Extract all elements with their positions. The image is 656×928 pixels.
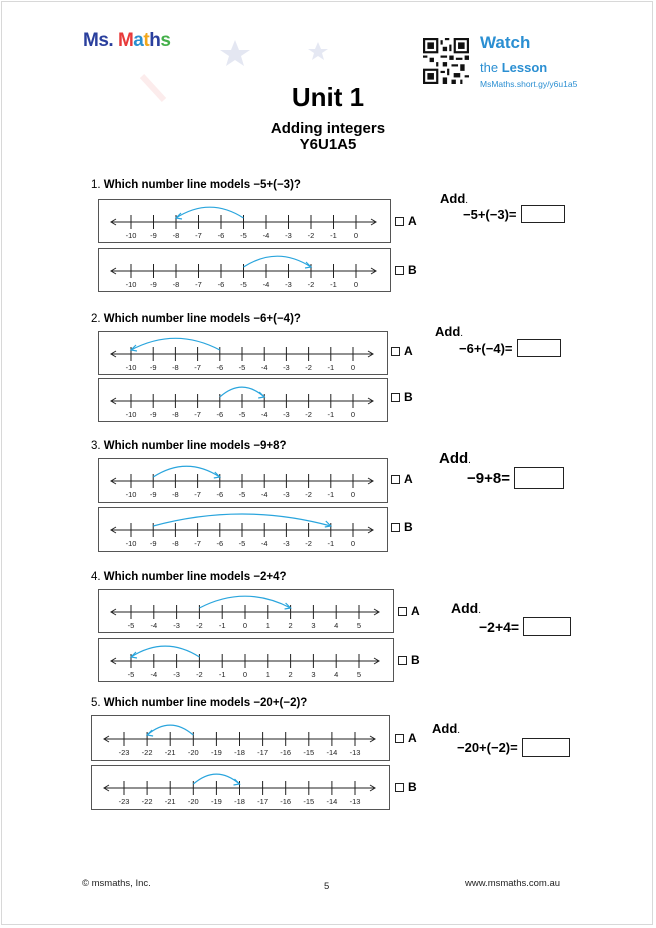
tick-label: -8 <box>172 539 179 548</box>
tick-label: 5 <box>356 670 362 679</box>
tick-label: -23 <box>118 797 130 806</box>
tick-label: -9 <box>149 490 157 499</box>
tick-label: -8 <box>172 410 179 419</box>
tick-label: 3 <box>311 670 316 679</box>
tick-label: -3 <box>173 621 180 630</box>
tick-label: -16 <box>280 797 292 806</box>
tick-label: -22 <box>141 797 153 806</box>
tick-label: -17 <box>257 748 269 757</box>
tick-label: -1 <box>218 670 226 679</box>
tick-label: -2 <box>305 363 312 372</box>
add-label-2: Add. <box>435 324 464 339</box>
tick-label: -9 <box>149 363 157 372</box>
tick-label: -5 <box>127 670 135 679</box>
tick-label: -20 <box>187 748 199 757</box>
page-number: 5 <box>324 881 330 892</box>
option-2a: A <box>391 344 413 358</box>
tick-label: 0 <box>242 670 248 679</box>
tick-label: -8 <box>172 363 179 372</box>
option-4a: A <box>398 604 420 618</box>
tick-label: -9 <box>149 539 157 548</box>
tick-label: -6 <box>216 539 224 548</box>
number-line-svg <box>99 200 390 242</box>
tick-label: -13 <box>349 748 361 757</box>
checkbox-5a[interactable] <box>395 734 404 743</box>
expression-3: −9+8= <box>467 467 564 489</box>
tick-label: -20 <box>187 797 199 806</box>
number-line-svg <box>99 379 387 421</box>
number-line-svg <box>99 332 387 374</box>
page-subtitle: Adding integers <box>270 120 386 137</box>
tick-label: 0 <box>350 410 356 419</box>
option-1b: B <box>395 263 417 277</box>
tick-label: -10 <box>125 490 137 499</box>
tick-label: -4 <box>260 539 268 548</box>
add-label-3: Add. <box>439 450 471 467</box>
tick-label: -9 <box>150 231 157 240</box>
tick-label: -7 <box>195 280 202 289</box>
expression-4: −2+4= <box>479 617 571 636</box>
tick-label: -5 <box>238 363 246 372</box>
tick-label: 5 <box>356 621 362 630</box>
footer-website[interactable]: www.msmaths.com.au <box>465 878 561 889</box>
tick-label: -9 <box>149 410 157 419</box>
number-line-2a <box>98 331 388 375</box>
tick-label: -10 <box>125 363 137 372</box>
question-5-prompt: 5. Which number line models −20+(−2)? <box>91 697 308 709</box>
tick-label: -2 <box>305 490 312 499</box>
tick-label: -19 <box>210 748 222 757</box>
tick-label: -18 <box>234 748 245 757</box>
option-1a: A <box>395 214 417 228</box>
answer-input-2[interactable] <box>517 339 561 357</box>
jump-arrowhead <box>325 521 331 527</box>
number-line-1a <box>98 199 391 243</box>
tick-label: -8 <box>172 231 180 240</box>
tick-label: -23 <box>118 748 130 757</box>
option-3b: B <box>391 520 413 534</box>
option-5a: A <box>395 731 417 745</box>
tick-label: -3 <box>283 410 290 419</box>
tick-label: -18 <box>234 797 245 806</box>
tick-label: -2 <box>196 670 203 679</box>
tick-label: -22 <box>141 748 153 757</box>
checkbox-5b[interactable] <box>395 783 404 792</box>
tick-label: -5 <box>238 539 246 548</box>
checkbox-3a[interactable] <box>391 475 400 484</box>
tick-label: -2 <box>307 280 315 289</box>
number-line-svg <box>99 249 390 291</box>
add-label-5: Add. <box>432 721 461 736</box>
tick-label: -13 <box>349 797 361 806</box>
tick-label: -8 <box>172 490 179 499</box>
tick-label: -2 <box>307 231 315 240</box>
number-line-svg <box>92 716 389 760</box>
question-2-prompt: 2. Which number line models −6+(−4)? <box>91 313 301 325</box>
answer-input-1[interactable] <box>521 205 565 223</box>
tick-label: 0 <box>353 231 359 240</box>
footer-copyright: © msmaths, Inc. <box>82 878 151 889</box>
option-5b: B <box>395 780 417 794</box>
tick-label: -1 <box>327 410 335 419</box>
tick-label: 0 <box>350 363 356 372</box>
tick-label: -1 <box>327 539 335 548</box>
tick-label: -7 <box>194 363 201 372</box>
checkbox-1b[interactable] <box>395 266 404 275</box>
answer-input-3[interactable] <box>514 467 564 489</box>
answer-input-5[interactable] <box>522 738 570 757</box>
answer-input-4[interactable] <box>523 617 571 636</box>
tick-label: -3 <box>173 670 180 679</box>
tick-label: -1 <box>218 621 226 630</box>
tick-label: -1 <box>327 490 335 499</box>
lesson-code: Y6U1A5 <box>299 136 357 153</box>
tick-label: -8 <box>172 280 180 289</box>
jump-arc <box>131 646 199 657</box>
tick-label: -1 <box>330 231 337 240</box>
question-4-prompt: 4. Which number line models −2+4? <box>91 571 287 583</box>
tick-label: -6 <box>216 490 224 499</box>
tick-label: -5 <box>240 280 247 289</box>
logo: Ms. Maths <box>83 30 171 51</box>
number-line-svg <box>99 508 387 551</box>
tick-label: -3 <box>285 280 292 289</box>
tick-label: 4 <box>334 670 339 679</box>
number-line-3b <box>98 507 388 552</box>
number-line-svg <box>99 459 387 502</box>
tick-label: -15 <box>303 797 315 806</box>
tick-label: 3 <box>311 621 316 630</box>
tick-label: -4 <box>150 621 158 630</box>
tick-label: -17 <box>257 797 269 806</box>
number-line-3a <box>98 458 388 503</box>
tick-label: -5 <box>238 490 246 499</box>
number-line-svg <box>99 590 393 632</box>
tick-label: -1 <box>327 363 335 372</box>
tick-label: -2 <box>196 621 203 630</box>
tick-label: -6 <box>217 280 225 289</box>
page-title: Unit 1 <box>291 82 365 112</box>
tick-label: 0 <box>353 280 359 289</box>
tick-label: -7 <box>194 410 201 419</box>
tick-label: 1 <box>265 670 270 679</box>
tick-label: -19 <box>210 797 222 806</box>
tick-label: -1 <box>330 280 337 289</box>
tick-label: -4 <box>260 410 268 419</box>
tick-label: 0 <box>350 490 356 499</box>
tick-label: -4 <box>262 280 270 289</box>
option-4b: B <box>398 653 420 667</box>
tick-label: -4 <box>262 231 270 240</box>
tick-label: -5 <box>240 231 247 240</box>
option-2b: B <box>391 390 413 404</box>
add-label-4: Add. <box>451 600 481 616</box>
tick-label: -3 <box>283 490 290 499</box>
tick-label: -10 <box>125 410 137 419</box>
tick-label: -21 <box>164 748 176 757</box>
tick-label: -6 <box>216 410 224 419</box>
checkbox-1a[interactable] <box>395 217 404 226</box>
tick-label: -15 <box>303 748 315 757</box>
number-line-2b <box>98 378 388 422</box>
checkbox-3b[interactable] <box>391 523 400 532</box>
number-line-4a <box>98 589 394 633</box>
checkbox-4a[interactable] <box>398 607 407 616</box>
jump-arc <box>244 256 312 267</box>
tick-label: 2 <box>288 621 293 630</box>
tick-label: -16 <box>280 748 292 757</box>
tick-label: -9 <box>150 280 157 289</box>
tick-label: -10 <box>125 539 137 548</box>
number-line-5b <box>91 765 390 810</box>
expression-1: −5+(−3)= <box>463 205 565 223</box>
number-line-5a <box>91 715 390 761</box>
tick-label: -14 <box>326 797 338 806</box>
number-line-4b <box>98 638 394 682</box>
tick-label: -3 <box>285 231 292 240</box>
tick-label: -7 <box>194 539 201 548</box>
checkbox-2a[interactable] <box>391 347 400 356</box>
checkbox-2b[interactable] <box>391 393 400 402</box>
number-line-1b <box>98 248 391 292</box>
tick-label: 0 <box>242 621 248 630</box>
tick-label: -14 <box>326 748 338 757</box>
watch-heading: Watch <box>480 33 531 52</box>
tick-label: 1 <box>265 621 270 630</box>
expression-2: −6+(−4)= <box>459 339 561 357</box>
tick-label: -2 <box>305 410 312 419</box>
expression-5: −20+(−2)= <box>457 738 570 757</box>
tick-label: -6 <box>217 231 225 240</box>
lesson-heading: the Lesson <box>480 60 548 75</box>
number-line-svg <box>99 639 393 681</box>
tick-label: -5 <box>127 621 135 630</box>
add-label-1: Add. <box>440 191 469 206</box>
number-line-svg <box>92 766 389 809</box>
tick-label: -7 <box>195 231 202 240</box>
tick-label: -4 <box>260 490 268 499</box>
tick-label: -3 <box>283 363 290 372</box>
tick-label: -5 <box>238 410 246 419</box>
tick-label: -3 <box>283 539 290 548</box>
lesson-link[interactable]: MsMaths.short.gy/y6u1a5 <box>480 79 578 89</box>
qr-code-icon[interactable] <box>423 38 469 84</box>
question-3-prompt: 3. Which number line models −9+8? <box>91 440 287 452</box>
tick-label: 0 <box>350 539 356 548</box>
question-1-prompt: 1. Which number line models −5+(−3)? <box>91 179 301 191</box>
checkbox-4b[interactable] <box>398 656 407 665</box>
tick-label: -21 <box>164 797 176 806</box>
tick-label: -7 <box>194 490 201 499</box>
tick-label: -6 <box>216 363 224 372</box>
tick-label: 2 <box>288 670 293 679</box>
tick-label: -4 <box>150 670 158 679</box>
tick-label: -10 <box>125 280 137 289</box>
tick-label: 4 <box>334 621 339 630</box>
tick-label: -4 <box>260 363 268 372</box>
tick-label: -10 <box>125 231 137 240</box>
tick-label: -2 <box>305 539 312 548</box>
jump-arc <box>153 466 220 477</box>
option-3a: A <box>391 472 413 486</box>
jump-arc <box>176 207 244 218</box>
